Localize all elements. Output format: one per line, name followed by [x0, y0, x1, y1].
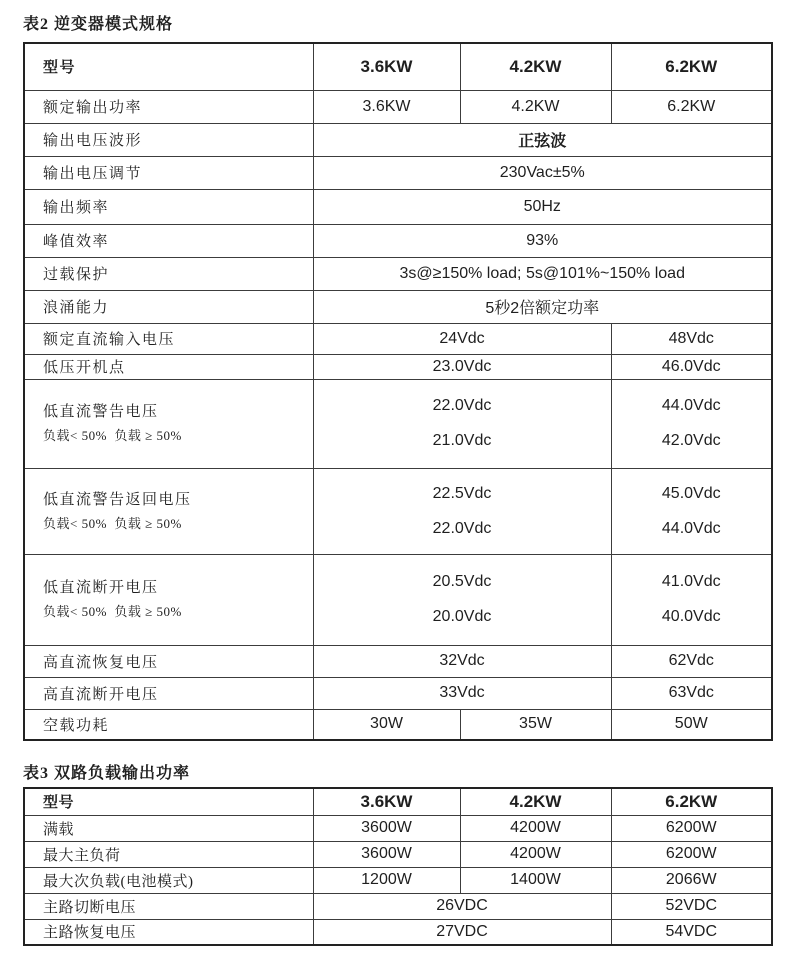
waveform-value: 正弦波	[313, 123, 772, 156]
high-recovery-24v: 32Vdc	[313, 645, 611, 677]
max-secondary-load-4-2: 1400W	[460, 867, 611, 893]
rated-power-label: 额定输出功率	[24, 90, 313, 123]
full-load-6-2: 6200W	[611, 815, 772, 841]
low-cutoff-48v-cell	[611, 554, 772, 645]
row-overload	[24, 257, 772, 290]
waveform-label: 输出电压波形	[24, 123, 313, 156]
low-cutoff-sublabel: 负载< 50% 负载 ≥ 50%	[43, 604, 182, 619]
frequency-value: 50Hz	[313, 189, 772, 224]
max-secondary-load-6-2: 2066W	[611, 867, 772, 893]
row-surge	[24, 290, 772, 323]
regulation-value: 230Vac±5%	[313, 156, 772, 189]
table-header-row	[24, 788, 772, 815]
header-col-6-2kw: 6.2KW	[611, 788, 772, 815]
rated-power-6-2: 6.2KW	[611, 90, 772, 123]
no-load-label: 空载功耗	[24, 709, 313, 740]
row-main-recovery-voltage	[24, 919, 772, 945]
low-start-label: 低压开机点	[24, 354, 313, 379]
table3-title: 表3 双路负载输出功率	[23, 765, 191, 782]
low-cutoff-24v-cell	[313, 554, 611, 645]
max-main-load-6-2: 6200W	[611, 841, 772, 867]
main-cutoff-voltage-48v: 52VDC	[611, 893, 772, 919]
max-main-load-3-6: 3600W	[313, 841, 460, 867]
row-full-load	[24, 815, 772, 841]
header-col-6-2kw: 6.2KW	[611, 43, 772, 90]
row-high-recovery	[24, 645, 772, 677]
low-warn-return-sublabel: 负载< 50% 负载 ≥ 50%	[43, 515, 182, 531]
dual-load-output-table	[23, 787, 773, 946]
inverter-mode-spec-table	[23, 42, 773, 741]
row-efficiency	[24, 224, 772, 257]
max-main-load-4-2: 4200W	[460, 841, 611, 867]
low-warn-24v-over50: 21.0Vdc	[432, 432, 492, 449]
max-main-load-label: 最大主负荷	[24, 841, 313, 867]
low-warn-sublabel: 负载< 50% 负载 ≥ 50%	[43, 428, 182, 443]
low-cutoff-label: 低直流断开电压	[43, 580, 159, 596]
low-warn-label: 低直流警告电压	[43, 404, 159, 420]
row-low-start	[24, 354, 772, 379]
rated-power-3-6: 3.6KW	[313, 90, 460, 123]
full-load-3-6: 3600W	[313, 815, 460, 841]
row-low-cutoff	[24, 554, 772, 645]
max-secondary-load-3-6: 1200W	[313, 867, 460, 893]
high-cutoff-label: 高直流断开电压	[24, 677, 313, 709]
row-rated-power	[24, 90, 772, 123]
header-model-label: 型号	[24, 788, 313, 815]
low-warn-return-label-cell	[24, 468, 313, 554]
no-load-4-2: 35W	[460, 709, 611, 740]
main-recovery-voltage-24v: 27VDC	[313, 919, 611, 945]
dc-input-48v: 48Vdc	[611, 323, 772, 354]
main-cutoff-voltage-label: 主路切断电压	[24, 893, 313, 919]
row-low-warn	[24, 379, 772, 468]
frequency-label: 输出频率	[24, 189, 313, 224]
table2-title: 表2 逆变器模式规格	[23, 16, 174, 33]
row-high-cutoff	[24, 677, 772, 709]
regulation-label: 输出电压调节	[24, 156, 313, 189]
low-warn-48v-over50: 42.0Vdc	[661, 432, 721, 449]
low-cutoff-24v-under50: 20.5Vdc	[432, 573, 492, 590]
low-warn-return-48v-over50: 44.0Vdc	[661, 519, 721, 537]
dc-input-label: 额定直流输入电压	[24, 323, 313, 354]
low-warn-return-24v-over50: 22.0Vdc	[432, 519, 492, 537]
low-cutoff-label-cell	[24, 554, 313, 645]
low-warn-24v-under50: 22.0Vdc	[432, 397, 492, 414]
low-warn-label-cell	[24, 379, 313, 468]
rated-power-4-2: 4.2KW	[460, 90, 611, 123]
dc-input-24v: 24Vdc	[313, 323, 611, 354]
row-main-cutoff-voltage	[24, 893, 772, 919]
row-max-secondary-load	[24, 867, 772, 893]
low-cutoff-48v-under50: 41.0Vdc	[661, 573, 721, 590]
low-cutoff-24v-over50: 20.0Vdc	[432, 608, 492, 625]
low-start-48v: 46.0Vdc	[611, 354, 772, 379]
header-col-4-2kw: 4.2KW	[460, 43, 611, 90]
main-cutoff-voltage-24v: 26VDC	[313, 893, 611, 919]
max-secondary-load-label: 最大次负载(电池模式)	[24, 867, 313, 893]
header-col-4-2kw: 4.2KW	[460, 788, 611, 815]
surge-label: 浪涌能力	[24, 290, 313, 323]
high-recovery-label: 高直流恢复电压	[24, 645, 313, 677]
low-warn-24v-cell	[313, 379, 611, 468]
efficiency-label: 峰值效率	[24, 224, 313, 257]
overload-value: 3s@≥150% load; 5s@101%~150% load	[313, 257, 772, 290]
full-load-4-2: 4200W	[460, 815, 611, 841]
main-recovery-voltage-label: 主路恢复电压	[24, 919, 313, 945]
low-warn-48v-under50: 44.0Vdc	[661, 397, 721, 414]
low-warn-return-48v-cell	[611, 468, 772, 554]
row-low-warn-return	[24, 468, 772, 554]
row-dc-input	[24, 323, 772, 354]
high-cutoff-48v: 63Vdc	[611, 677, 772, 709]
row-waveform	[24, 123, 772, 156]
row-no-load	[24, 709, 772, 740]
low-warn-return-48v-under50: 45.0Vdc	[661, 484, 721, 502]
header-col-3-6kw: 3.6KW	[313, 43, 460, 90]
row-regulation	[24, 156, 772, 189]
high-recovery-48v: 62Vdc	[611, 645, 772, 677]
surge-value: 5秒2倍额定功率	[313, 290, 772, 323]
low-warn-return-label: 低直流警告返回电压	[43, 491, 192, 508]
efficiency-value: 93%	[313, 224, 772, 257]
low-warn-return-24v-cell	[313, 468, 611, 554]
full-load-label: 满载	[24, 815, 313, 841]
no-load-3-6: 30W	[313, 709, 460, 740]
low-warn-48v-cell	[611, 379, 772, 468]
low-warn-return-24v-under50: 22.5Vdc	[432, 484, 492, 502]
row-max-main-load	[24, 841, 772, 867]
row-frequency	[24, 189, 772, 224]
overload-label: 过载保护	[24, 257, 313, 290]
low-cutoff-48v-over50: 40.0Vdc	[661, 608, 721, 625]
header-model-label: 型号	[24, 43, 313, 90]
header-col-3-6kw: 3.6KW	[313, 788, 460, 815]
table-header-row	[24, 43, 772, 90]
low-start-24v: 23.0Vdc	[313, 354, 611, 379]
high-cutoff-24v: 33Vdc	[313, 677, 611, 709]
main-recovery-voltage-48v: 54VDC	[611, 919, 772, 945]
no-load-6-2: 50W	[611, 709, 772, 740]
